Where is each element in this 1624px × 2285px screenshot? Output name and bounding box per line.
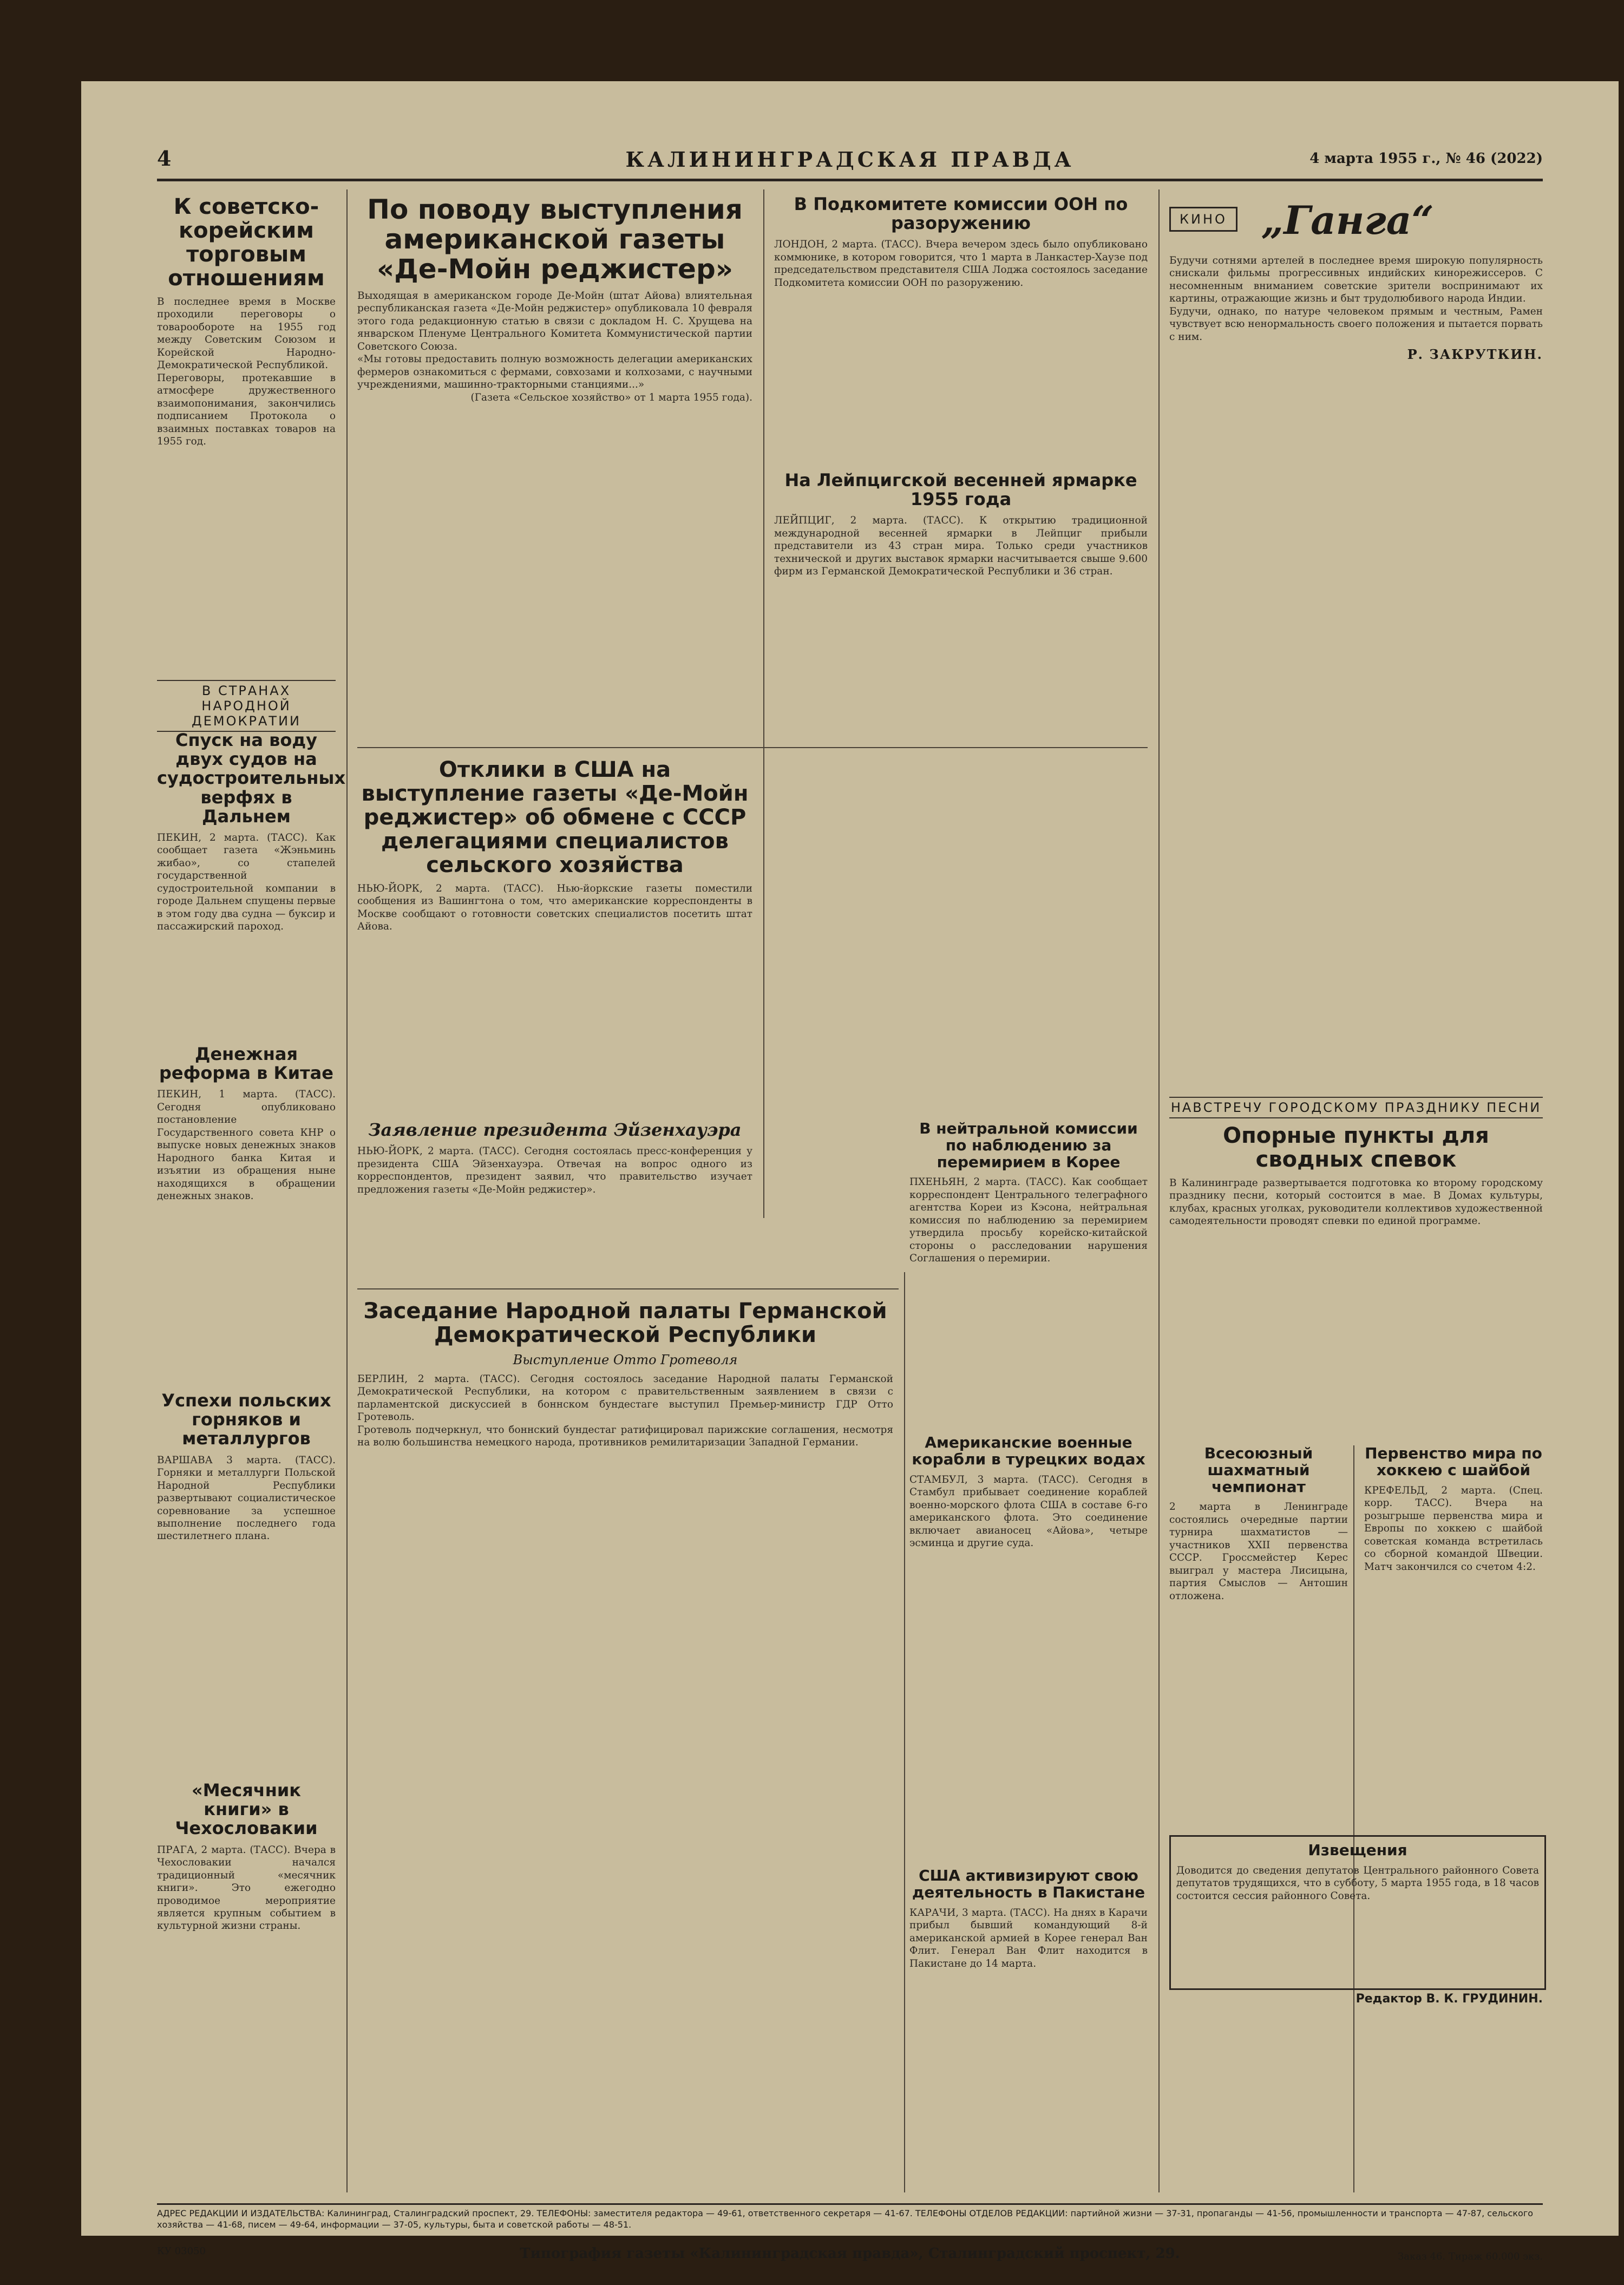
paragraph: «Мы готовы предоставить полную возможность делегации американских фермеров ознакомиться с фермами, совхозами и колхозами, с научными учреждениями, машинно-тракторными станциями...» [357,353,752,391]
headline: Отклики в США на выступление газеты «Де-Мойн реджистер» об обмене с СССР делегациями специалистов сельского хозяйства [361,757,749,878]
article-warships [909,1435,1148,1857]
article-songs [1169,1094,1543,1429]
article-neutral [909,1121,1148,1424]
byline: Выступление Отто Гротеволя [513,1352,738,1367]
headline: По поводу выступления американской газеты «Де-Мойн реджистер» [367,194,743,285]
column-divider [346,189,348,2192]
headline: В нейтральной комиссии по наблюдению за перемирием в Корее [919,1119,1138,1171]
article-china-ships [157,730,346,1001]
address-text: АДРЕС РЕДАКЦИИ И ИЗДАТЕЛЬСТВА: Калининград, Сталинградский проспект, 29. ТЕЛЕФОНЫ: заместителя редактора — 49-61, ответственного секретаря — 41-67. ТЕЛЕФОНЫ ОТДЕЛОВ РЕДАКЦИИ: партийной жизни — 37-31, пропаганды — 41-56, промышленности и транспорта — 47-87, сельского хозяйства — 41-68, писем — 49-64, информации — 37-05, культуры, быта и советской работы — 48-51. [157,2208,1534,2230]
paragraph: ПЕКИН, 1 марта. (ТАСС). Сегодня опубликовано постановление Государственного совета КНР о выпуске новых денежных знаков Народного банка Китая и изъятии из обращения ныне находящихся в обращении денежных знаков. [157,1089,336,1202]
article-un [774,195,1148,466]
headline: Успехи польских горняков и металлургов [161,1390,331,1449]
article-korea [157,195,336,487]
section-demokratii [157,677,336,729]
imprint: Типография газеты «Калининградская правда», Сталинградский проспект, 29. [520,2245,1180,2262]
paragraph: 2 марта в Ленинграде состоялись очередные партии турнира шахматистов — участников XXII первенства СССР. Гроссмейстер Керес выиграл у мастера Лисицына, партия Смыслов — Антошин отложена. [1169,1501,1348,1602]
article-china-money [157,1045,336,1326]
article-leipzig [774,471,1148,1110]
article-ganga [1169,254,1543,1083]
headline: Первенство мира по хоккею с шайбой [1365,1444,1542,1479]
headline: Американские военные корабли в турецких водах [912,1433,1145,1468]
editor-name: Редактор В. К. ГРУДИНИН. [1355,1992,1543,2006]
headline: К советско-корейским торговым отношениям [168,194,325,291]
article-chess [1169,1445,1348,1824]
footer-address [157,2203,1543,2248]
paragraph: Будучи, однако, по натуре человеком прямым и честным, Рамен чувствует всю ненормальность своего положения и пытается порвать с ним. [1169,305,1543,343]
paragraph: КАРАЧИ, 3 марта. (ТАСС). На днях в Карачи прибыл бывший командующий 8-й американской армией в Корее генерал Ван Флит. Генерал Ван Флит находится в Пакистане до 14 марта. [909,1907,1148,1969]
article-poland [157,1391,336,1770]
paragraph: СТАМБУЛ, 3 марта. (ТАСС). Сегодня в Стамбул прибывает соединение кораблей военно-морского флота США в составе 6-го американского флота. Это соединение включает авианосец «Айова», четыре эсминца и другие суда. [909,1474,1148,1549]
paragraph: Выходящая в американском городе Де-Мойн (штат Айова) влиятельная республиканская газета «Де-Мойн реджистер» опубликовала 10 февраля этого года редакционную статью в связи с докладом Н. С. Хрущева на январском Пленуме Центрального Комитета Коммунистической партии Советского Союза. [357,290,752,352]
section-heading: В СТРАНАХ НАРОДНОЙ ДЕМОКРАТИИ [157,680,336,732]
notices [1169,1835,1546,1990]
film-title: „Ганга“ [1261,197,1434,243]
article-czech [157,1781,336,2192]
author-signature: Р. ЗАКРУТКИН. [1407,346,1543,363]
paragraph: ЛЕЙПЦИГ, 2 марта. (ТАСС). К открытию традиционной международной весенней ярмарки в Лейпциг прибыли представители из 43 стран мира. Только среди участников технической и других выставок ярмарки насчитывается свыше 9.600 фирм из Германской Демократической Республики и 36 стран. [774,515,1148,578]
article-gdr [357,1299,893,2192]
headline: Спуск на воду двух судов на судостроительных верфях в Дальнем [157,730,346,827]
paragraph: Будучи сотнями артелей в последнее время широкую популярность снискали фильмы прогрессивных индийских кинорежиссеров. С несомненным вниманием советские зрители воспринимают их картины, отражающие жизнь и быт трудолюбивого народа Индии. [1169,255,1543,305]
article-pakistan [909,1868,1148,2192]
article-iowa [357,195,752,736]
paragraph: НЬЮ-ЙОРК, 2 марта. (ТАСС). Нью-йоркские газеты поместили сообщения из Вашингтона о том, что американские корреспонденты в Москве сообщают о готовности советских специалистов посетить штат Айова. [357,883,752,933]
headline: В Подкомитете комиссии ООН по разоружению [794,194,1128,234]
headline: США активизируют свою деятельность в Пакистане [912,1867,1145,1901]
editor-block [1169,1992,1543,2014]
headline: Заявление президента Эйзенхауэра [368,1119,742,1140]
newspaper-title: КАЛИНИНГРАДСКАЯ ПРАВДА [625,147,1075,172]
headline: Всесоюзный шахматный чемпионат [1204,1444,1313,1496]
headline: «Месячник книги» в Чехословакии [175,1780,318,1839]
article-eisenhower [357,1121,752,1283]
kino-tag: КИНО [1169,207,1237,232]
rule [357,1288,899,1289]
print-order: Заказ 46. Тираж 60.000 экз. [1398,2251,1543,2262]
paragraph: ПХЕНЬЯН, 2 марта. (ТАСС). Как сообщает корреспондент Центрального телеграфного агентства Кореи из Кэсона, нейтральная комиссия по наблюдению за перемирием утвердила просьбу корейско-китайской стороны о расследовании нарушения Соглашения о перемирии. [909,1176,1148,1265]
paragraph: Доводится до сведения депутатов Центрального районного Совета депутатов трудящихся, что в субботу, 5 марта 1955 года, в 18 часов состоится сессия районного Совета. [1176,1864,1539,1902]
headline: Денежная реформа в Китае [159,1044,333,1084]
paragraph: В последнее время в Москве проходили переговоры о товарообороте на 1955 год между Советским Союзом и Корейской Народно-Демократической Республикой. [157,296,336,371]
headline: Заседание Народной палаты Германской Демократической Республики [363,1299,887,1347]
section-heading: НАВСТРЕЧУ ГОРОДСКОМУ ПРАЗДНИКУ ПЕСНИ [1169,1097,1543,1118]
paragraph: В Калининграде развертывается подготовка ко второму городскому празднику песни, который состоится в мае. В Домах культуры, клубах, красных уголках, руководители коллективов художественной самодеятельности проводят спевки по единой программе. [1169,1177,1543,1227]
article-responses [357,758,752,1110]
headline: Опорные пункты для сводных спевок [1223,1123,1489,1172]
paragraph: Переговоры, протекавшие в атмосфере дружественного взаимопонимания, закончились подписанием Протокола о взаимных поставках товаров на 1955 год. [157,372,336,448]
column-divider [904,1272,905,2192]
page-number: 4 [157,146,172,171]
headline: Извещения [1308,1841,1407,1859]
paragraph: БЕРЛИН, 2 марта. (ТАСС). Сегодня состоялось заседание Народной палаты Германской Демократической Республики, на котором с правительственным заявлением в связи с парламентской дискуссией в боннском бундестаге выступил Премьер-министр ГДР Отто Гротеволь. [357,1373,893,1423]
paragraph: ПРАГА, 2 марта. (ТАСС). Вчера в Чехословакии начался традиционный «месячник книги». Это ежегодно проводимое мероприятие является крупным событием в культурной жизни страны. [157,1844,336,1932]
column-divider [763,189,764,1218]
column-divider [1158,189,1160,2192]
print-code: КУ 03050 [157,2245,206,2257]
paragraph: КРЕФЕЛЬД, 2 марта. (Спец. корр. ТАСС). Вчера на розыгрыше первенства мира и Европы по хоккею с шайбой советская команда встретилась со сборной командой Швеции. Матч закончился со счетом 4:2. [1364,1484,1543,1573]
paragraph: НЬЮ-ЙОРК, 2 марта. (ТАСС). Сегодня состоялась пресс-конференция у президента США Эйзенхауэра. Отвечая на вопрос одного из корреспондентов, президент заявил, что правительство изучает предложения газеты «Де-Мойн реджистер». [357,1145,752,1195]
headline: На Лейпцигской весенней ярмарке 1955 года [784,470,1137,510]
source-note: (Газета «Сельское хозяйство» от 1 марта 1955 года). [470,391,752,403]
paragraph: Гротеволь подчеркнул, что боннский бундестаг ратифицировал парижские соглашения, несмотря на волю большинства немецкого народа, противников ремилитаризации Западной Германии. [357,1424,893,1449]
column-divider [1353,1445,1354,2192]
newspaper-page [81,81,1619,2262]
paragraph: ВАРШАВА 3 марта. (ТАСС). Горняки и металлурги Польской Народной Республики развертывают социалистическое соревнование за успешное выполнение последнего года шестилетнего плана. [157,1454,336,1542]
issue-date: 4 марта 1955 г., № 46 (2022) [1309,150,1543,167]
masthead [157,146,1543,181]
paragraph: ЛОНДОН, 2 марта. (ТАСС). Вчера вечером здесь было опубликовано коммюнике, в котором говорится, что 1 марта в Ланкастер-Хаузе под председательством представителя США Лоджа состоялось заседание Подкомитета комиссии ООН по разоружению. [774,239,1148,289]
article-hockey [1364,1445,1543,1824]
film-review-header [1169,197,1543,244]
paragraph: ПЕКИН, 2 марта. (ТАСС). Как сообщает газета «Жэньминь жибао», со стапелей государственной судостроительной компании в городе Дальнем спущены первые в этом году два судна — буксир и пассажирский пароход. [157,831,336,933]
footer-imprint [157,2245,1543,2278]
